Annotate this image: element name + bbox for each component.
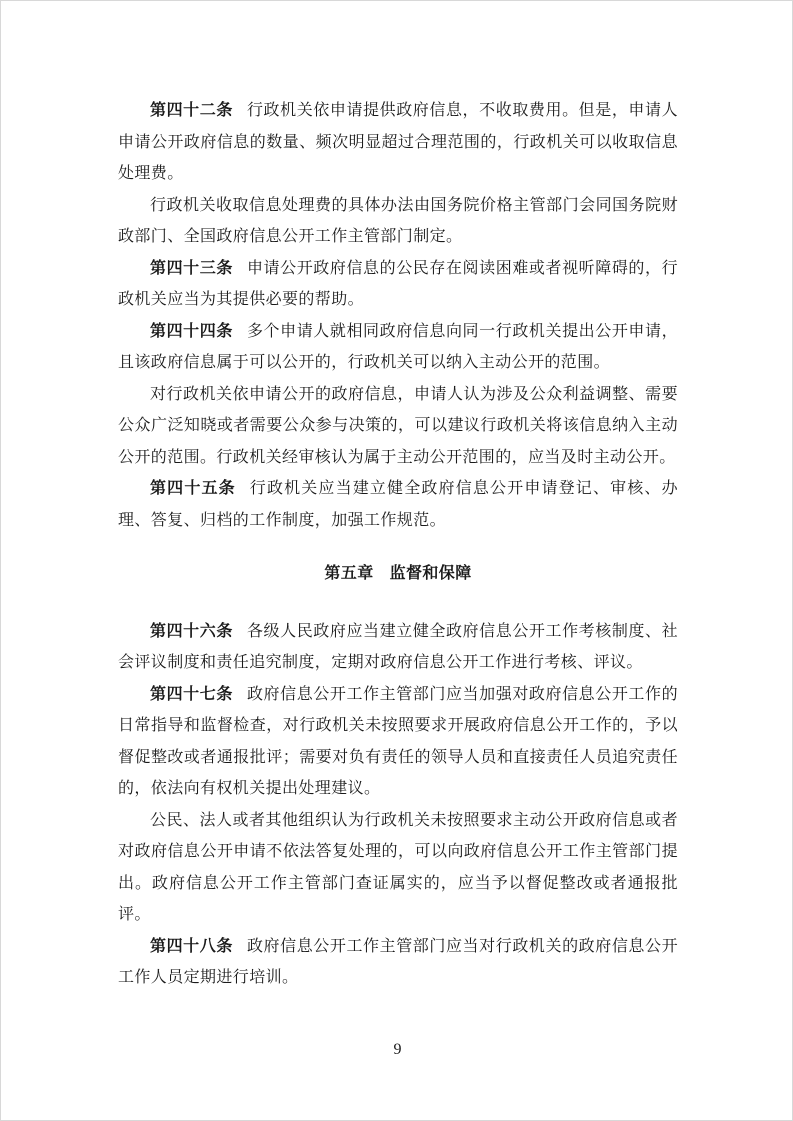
article-text: 各级人民政府应当建立健全政府信息公开工作考核制度、社会评议制度和责任追究制度，定期对政府信息公开工作进行考核、评议。 [118,620,678,671]
article-42 [118,94,678,189]
article-number: 第四十三条 [150,257,233,277]
article-text: 申请公开政府信息的公民存在阅读困难或者视听障碍的，行政机关应当为其提供必要的帮助。 [118,257,678,308]
article-number: 第四十八条 [150,935,233,955]
article-44-paragraph-2: 对行政机关依申请公开的政府信息，申请人认为涉及公众利益调整、需要公众广泛知晓或者需要公众参与决策的，可以建议行政机关将该信息纳入主动公开的范围。行政机关经审核认为属于主动公开范围的，应当及时主动公开。 [118,383,678,466]
article-43 [118,252,678,315]
article-48 [118,930,678,993]
article-number: 第四十四条 [150,320,233,340]
page-body [118,94,678,993]
chapter-heading [118,557,678,589]
articles-section-2 [118,615,678,993]
article-number: 第四十五条 [150,478,236,497]
article-number: 第四十七条 [150,683,233,703]
article-text: 多个申请人就相同政府信息向同一行政机关提出公开申请，且该政府信息属于可以公开的，行政机关可以纳入主动公开的范围。 [118,320,678,371]
article-44 [118,315,678,378]
article-46 [118,615,678,678]
article-42-paragraph-2: 行政机关收取信息处理费的具体办法由国务院价格主管部门会同国务院财政部门、全国政府信息公开工作主管部门制定。 [118,194,678,245]
article-47-paragraph-2: 公民、法人或者其他组织认为行政机关未按照要求主动公开政府信息或者对政府信息公开申请不依法答复处理的，可以向政府信息公开工作主管部门提出。政府信息公开工作主管部门查证属实的，应当予以督促整改或者通报批评。 [118,809,678,923]
article-47 [118,678,678,804]
chapter-title: 监督和保障 [389,563,472,582]
article-text: 行政机关依申请提供政府信息，不收取费用。但是，申请人申请公开政府信息的数量、频次明显超过合理范围的，行政机关可以收取信息处理费。 [118,100,678,182]
article-45 [118,472,678,535]
article-number: 第四十二条 [150,100,233,119]
page-number: 9 [393,1041,402,1058]
articles-section-1 [118,94,678,535]
article-text: 政府信息公开工作主管部门应当对行政机关的政府信息公开工作人员定期进行培训。 [118,935,678,986]
article-text: 政府信息公开工作主管部门应当加强对政府信息公开工作的日常指导和监督检查，对行政机关未按照要求开展政府信息公开工作的，予以督促整改或者通报批评；需要对负有责任的领导人员和直接责任人员追究责任的，依法向有权机关提出处理建议。 [118,683,678,797]
article-number: 第四十六条 [150,620,233,640]
chapter-number: 第五章 [324,563,374,582]
article-text: 行政机关应当建立健全政府信息公开申请登记、审核、办理、答复、归档的工作制度，加强工作规范。 [118,478,678,529]
